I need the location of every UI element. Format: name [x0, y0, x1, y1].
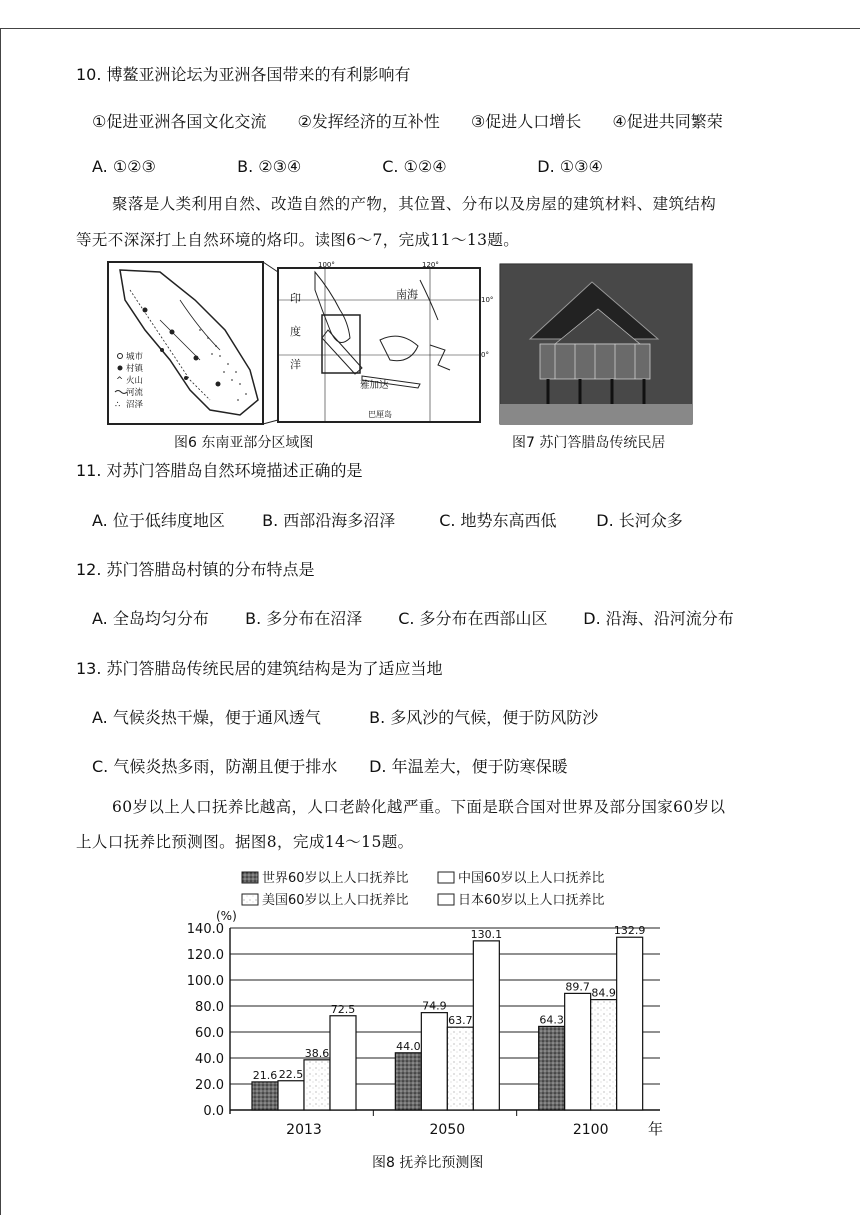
q12-stem: 12. 苏门答腊岛村镇的分布特点是 [76, 560, 315, 579]
q13-options-row1 [92, 705, 598, 728]
label-bali: 巴厘岛 [368, 410, 392, 419]
passage2-line1: 60岁以上人口抚养比越高，人口老龄化越严重。下面是联合国对世界及部分国家60岁以 [112, 798, 726, 816]
q13-stem: 13. 苏门答腊岛传统民居的建筑结构是为了适应当地 [76, 659, 443, 678]
q10-stem: 10. 博鳌亚洲论坛为亚洲各国带来的有利影响有 [76, 65, 411, 84]
legend-village: 村镇 [126, 364, 144, 374]
data-label: 130.1 [470, 927, 503, 941]
sea-map-frame [278, 268, 480, 422]
bar-2013-3 [304, 1060, 330, 1110]
data-label: 63.7 [448, 1014, 473, 1028]
q10-option-b: B. ②③④ [237, 157, 302, 176]
label-jakarta: 雅加达 [360, 380, 389, 391]
q10-item-2: ②发挥经济的互补性 [297, 112, 440, 131]
label-lon-120: 120° [422, 261, 439, 269]
y-tick-label: 20.0 [195, 1078, 224, 1093]
bar-2013-1 [252, 1082, 278, 1110]
figure-7-photo [500, 264, 692, 424]
y-tick-label: 60.0 [195, 1026, 224, 1041]
bar-2100-1 [539, 1026, 565, 1110]
label-du: 度 [290, 325, 301, 338]
legend-swatch-1 [242, 872, 258, 883]
legend-label-1: 世界60岁以上人口抚养比 [262, 871, 409, 886]
legend-swamp: 沼泽 [126, 400, 144, 410]
label-yang: 洋 [290, 358, 301, 371]
connector-top [263, 262, 278, 272]
label-nanhai: 南海 [396, 288, 418, 301]
data-label: 44.0 [396, 1039, 421, 1053]
label-lat-10: 10° [481, 296, 494, 304]
bar-2100-2 [565, 993, 591, 1110]
y-tick-label: 0.0 [203, 1104, 224, 1119]
q10-item-3: ③促进人口增长 [470, 112, 582, 131]
q13-option-d: D. 年温差大，便于防寒保暖 [369, 757, 568, 776]
legend-river: 河流 [126, 388, 144, 398]
q12-option-d: D. 沿海、沿河流分布 [583, 609, 734, 628]
y-tick-label: 140.0 [186, 922, 224, 937]
q10-item-1: ①促进亚洲各国文化交流 [92, 112, 267, 131]
q12-option-c: C. 多分布在西部山区 [398, 609, 548, 628]
data-label: 89.7 [565, 980, 590, 994]
y-tick-label: 80.0 [195, 1000, 224, 1015]
label-lon-100: 100° [318, 261, 335, 269]
data-label: 21.6 [252, 1068, 278, 1082]
page-border-top [0, 28, 860, 29]
q10-items [92, 109, 723, 132]
page-border-left [0, 28, 1, 1215]
bar-2013-4 [330, 1016, 356, 1110]
q11-option-b: B. 西部沿海多沼泽 [262, 511, 396, 530]
q12-option-b: B. 多分布在沼泽 [245, 609, 363, 628]
x-tick-label: 2100 [572, 1122, 609, 1138]
data-label: 38.6 [304, 1046, 330, 1060]
q13-option-c: C. 气候炎热多雨，防潮且便于排水 [92, 757, 338, 776]
label-lat-0: 0° [481, 351, 489, 359]
q10-option-d: D. ①③④ [537, 157, 603, 176]
legend-label-4: 日本60岁以上人口抚养比 [458, 893, 605, 908]
swamp-icon: ∴ [115, 400, 121, 410]
legend-swatch-3 [242, 894, 258, 905]
data-label: 72.5 [330, 1002, 356, 1016]
legend-swatch-4 [438, 894, 454, 905]
q13-option-b: B. 多风沙的气候，便于防风防沙 [369, 708, 599, 727]
q12-options [92, 606, 734, 629]
data-label: 74.9 [422, 999, 447, 1013]
x-axis-unit: 年 [648, 1120, 664, 1138]
q10-options [92, 157, 603, 176]
legend-swatch-2 [438, 872, 454, 883]
q13-option-a: A. 气候炎热干燥，便于通风透气 [92, 708, 321, 727]
figure-6-map [100, 260, 494, 430]
q10-item-4: ④促进共同繁荣 [612, 112, 723, 131]
figure-7-caption: 图7 苏门答腊岛传统民居 [512, 435, 666, 451]
passage1-line1: 聚落是人类利用自然、改造自然的产物，其位置、分布以及房屋的建筑材料、建筑结构 [112, 195, 717, 213]
bar-2050-2 [421, 1013, 447, 1110]
q11-options [92, 508, 683, 531]
passage2-line2: 上人口抚养比预测图。据图8，完成14～15题。 [76, 833, 414, 851]
bar-2100-3 [591, 1000, 617, 1110]
data-label: 22.5 [278, 1067, 304, 1081]
legend-city: 城市 [126, 352, 144, 362]
q11-stem: 11. 对苏门答腊岛自然环境描述正确的是 [76, 461, 363, 480]
figure-6-caption: 图6 东南亚部分区域图 [174, 435, 314, 451]
legend-label-3: 美国60岁以上人口抚养比 [262, 893, 409, 908]
ground [500, 404, 692, 424]
legend-volcano: 火山 [126, 376, 144, 386]
x-tick-label: 2013 [286, 1122, 322, 1138]
data-label: 132.9 [613, 924, 646, 938]
bar-2013-2 [278, 1081, 304, 1110]
label-yin: 印 [290, 292, 301, 305]
q11-option-a: A. 位于低纬度地区 [92, 511, 225, 530]
q12-option-a: A. 全岛均匀分布 [92, 609, 209, 628]
data-label: 84.9 [591, 986, 616, 1000]
q10-option-a: A. ①②③ [92, 157, 156, 176]
bar-2050-1 [395, 1053, 421, 1110]
legend-label-2: 中国60岁以上人口抚养比 [458, 871, 605, 886]
y-axis-unit: (%) [216, 909, 237, 923]
bar-2050-4 [473, 941, 499, 1110]
figure-8-chart [170, 868, 690, 1138]
connector-bottom [263, 420, 278, 424]
y-tick-label: 100.0 [186, 974, 224, 989]
q13-options-row2 [92, 754, 568, 777]
passage1-line2: 等无不深深打上自然环境的烙印。读图6～7，完成11～13题。 [76, 231, 520, 249]
y-tick-label: 120.0 [186, 948, 224, 963]
bar-2050-3 [447, 1027, 473, 1110]
figure-8-caption: 图8 抚养比预测图 [372, 1155, 484, 1171]
x-tick-label: 2050 [429, 1122, 466, 1138]
q10-option-c: C. ①②④ [382, 157, 447, 176]
bar-2100-4 [617, 937, 643, 1110]
q11-option-d: D. 长河众多 [596, 511, 683, 530]
volcano-icon: ^ [116, 376, 124, 386]
y-tick-label: 40.0 [195, 1052, 224, 1067]
data-label: 64.3 [539, 1013, 564, 1027]
q11-option-c: C. 地势东高西低 [439, 511, 557, 530]
